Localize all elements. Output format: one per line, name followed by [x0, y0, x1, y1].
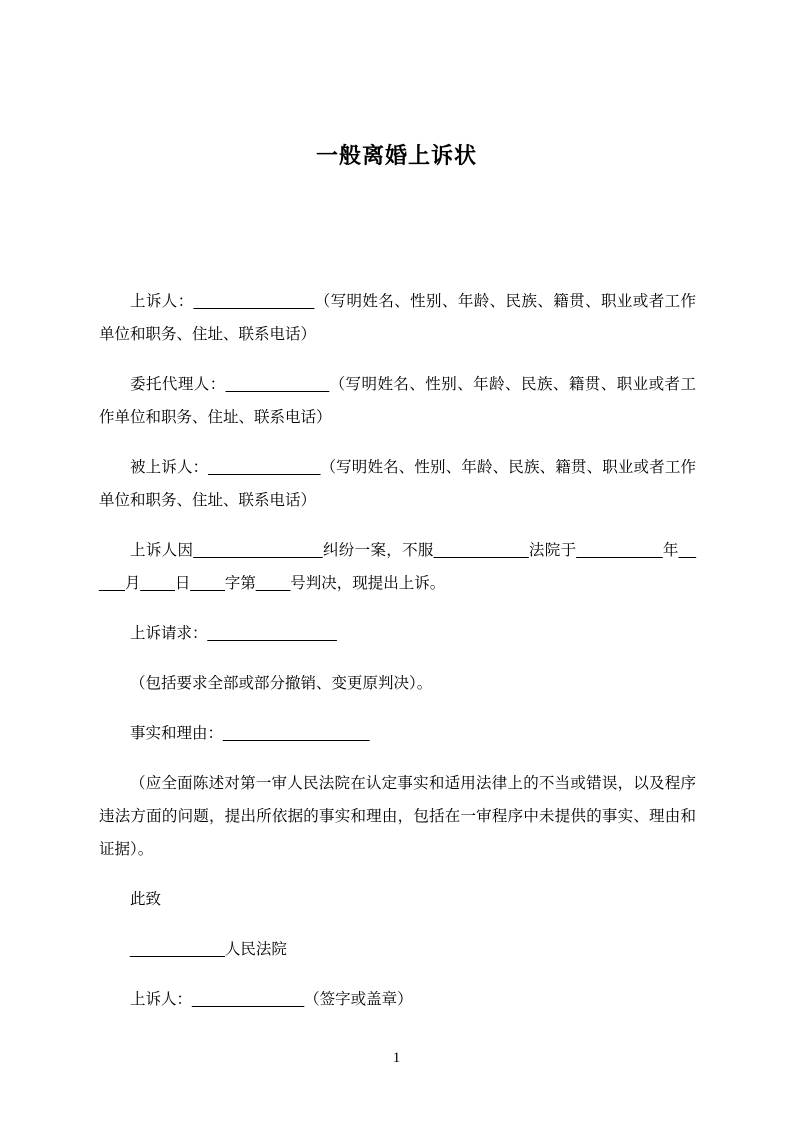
- paragraph-facts-note: （应全面陈述对第一审人民法院在认定事实和适用法律上的不当或错误，以及程序违法方面的问题，提出所依据的事实和理由，包括在一审程序中未提供的事实、理由和证据）。: [99, 775, 696, 858]
- document-title: 一般离婚上诉状: [315, 143, 477, 168]
- paragraph-facts-reasons: 事实和理由：_________________: [130, 725, 370, 742]
- paragraph-claims-note: （包括要求全部或部分撤销、变更原判决）。: [130, 675, 433, 692]
- paragraph-court-name: ___________人民法院: [130, 941, 287, 958]
- paragraph-appellant: 上诉人：______________（写明姓名、性别、年龄、民族、籍贯、职业或者工作单位和职务、住址、联系电话）: [99, 293, 696, 343]
- paragraph-appeal-claims: 上诉请求：_______________: [130, 625, 337, 642]
- paragraph-authorized-agent: 委托代理人：____________（写明姓名、性别、年龄、民族、籍贯、职业或者工作单位和职务、住址、联系电话）: [99, 376, 696, 426]
- paragraph-signature-line: 上诉人：_____________（签字或盖章）: [130, 991, 413, 1008]
- paragraph-salutation: 此致: [130, 891, 162, 908]
- paragraph-case-intro: 上诉人因_______________纠纷一案，不服___________法院于__________年_____月____日____字第____号判决，现提出上诉。: [99, 542, 696, 592]
- document-body: [99, 285, 696, 1016]
- page-number: 1: [392, 1050, 401, 1066]
- paragraph-appellee: 被上诉人：_____________（写明姓名、性别、年龄、民族、籍贯、职业或者工作单位和职务、住址、联系电话）: [99, 459, 696, 509]
